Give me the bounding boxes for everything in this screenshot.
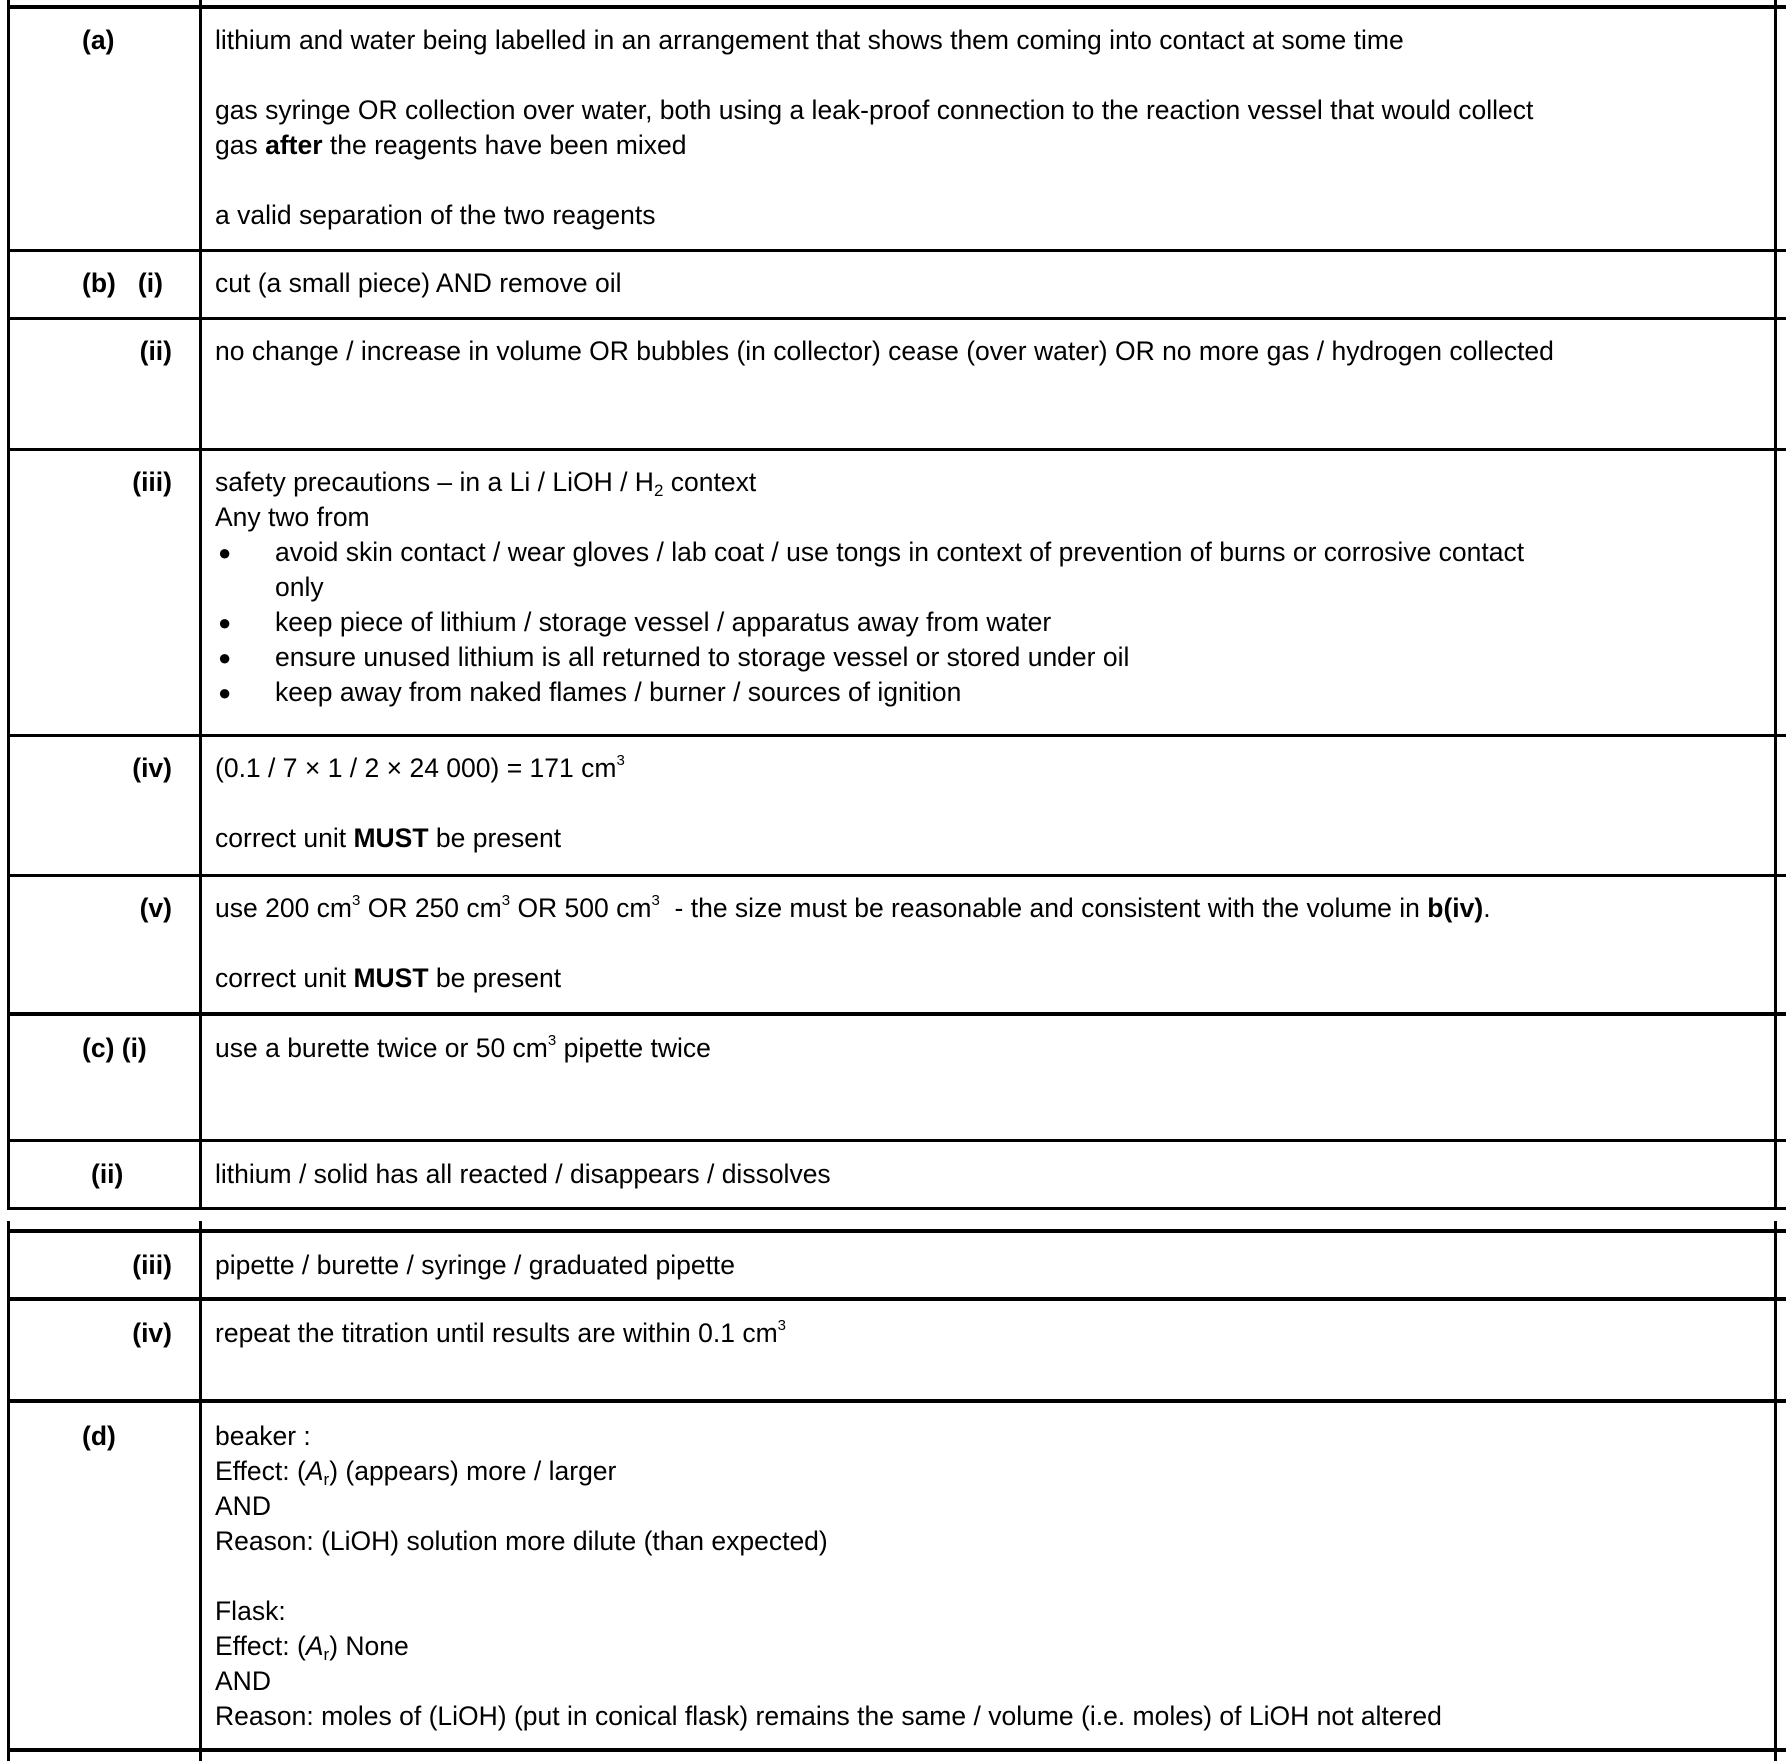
row-divider: [7, 249, 1786, 252]
emphasis: b(iv): [1427, 893, 1484, 923]
row-divider: [7, 448, 1786, 451]
table-border-right: [1774, 1221, 1777, 1761]
question-label-c-ii: (ii): [91, 1159, 124, 1189]
emphasis: MUST: [353, 963, 429, 993]
row-divider: [7, 1012, 1786, 1016]
answer-cell-b-ii: [215, 334, 1765, 369]
answer-line: Reason: moles of (LiOH) (put in conical flask) remains the same / volume (i.e. moles) of LiOH not altered: [215, 1701, 1442, 1731]
answer-line: Effect: $(A_r)$ (appears) more / larger: [215, 1456, 617, 1489]
question-label-a: (a): [82, 25, 115, 55]
answer-line: no change / increase in volume OR bubbles (in collector) cease (over water) OR no more gas / hydrogen collected: [215, 336, 1554, 366]
column-divider: [199, 0, 202, 1209]
answer-cell-b-iv: [215, 751, 1765, 856]
bullet-item: ● keep piece of lithium / storage vessel / apparatus away from water: [215, 605, 1765, 640]
emphasis: after: [265, 130, 323, 160]
answer-cell-c-iii: [215, 1248, 1765, 1283]
table-border-left: [7, 1221, 10, 1761]
question-label-b-ii: (ii): [139, 336, 172, 366]
answer-cell-b-v: [215, 891, 1765, 996]
row-divider: [7, 1139, 1786, 1142]
answer-cell-c-i: [215, 1031, 1765, 1066]
answer-line: repeat the titration until results are within 0.1 $cm^3$: [215, 1317, 787, 1348]
answer-line: use 200 $cm^3$ OR 250 $cm^3$ OR 500 $cm^3$ - the size must be reasonable and consistent with the volume in b(iv).: [215, 892, 1491, 923]
answer-line: pipette / burette / syringe / graduated pipette: [215, 1250, 736, 1280]
answer-line: lithium / solid has all reacted / disappears / dissolves: [215, 1159, 831, 1189]
row-divider: [7, 1297, 1786, 1301]
answer-line: Reason: (LiOH) solution more dilute (than expected): [215, 1526, 828, 1556]
column-divider: [199, 1221, 202, 1761]
emphasis: MUST: [353, 823, 429, 853]
answer-line: use a burette twice or 50 $cm^3$ pipette twice: [215, 1032, 711, 1063]
bullet-item: ● avoid skin contact / wear gloves / lab coat / use tongs in context of prevention of burns or corrosive contact: [215, 535, 1765, 570]
answer-cell-b-i: [215, 266, 1765, 301]
question-label-c-i: (c) (i): [82, 1033, 147, 1063]
answer-cell-a: [215, 23, 1765, 233]
answer-line: lithium and water being labelled in an arrangement that shows them coming into contact at some time: [215, 25, 1404, 55]
row-divider: [7, 734, 1786, 737]
table-border-bottom: [7, 1207, 1786, 1210]
table-border-right: [1774, 0, 1777, 1209]
answer-line: gas after the reagents have been mixed: [215, 130, 687, 160]
question-label-b-iv: (iv): [132, 753, 172, 783]
bullet-item-continuation: only: [275, 572, 324, 602]
answer-line: Effect: $(A_r)$ None: [215, 1631, 409, 1664]
table-border-top: [7, 1229, 1786, 1233]
answer-line: gas syringe OR collection over water, both using a leak-proof connection to the reaction vessel that would collect: [215, 95, 1534, 125]
table-border-bottom: [7, 1748, 1786, 1752]
bullet-icon: ●: [218, 645, 232, 670]
answer-line: safety precautions – in a Li / LiOH / $H_2$ context: [215, 467, 757, 500]
row-divider: [7, 874, 1786, 877]
question-label-b-iii: (iii): [132, 467, 172, 497]
answer-cell-b-iii: [215, 465, 1765, 710]
table-border-top: [7, 5, 1786, 9]
row-divider: [7, 317, 1786, 320]
answer-line: Any two from: [215, 502, 370, 532]
question-label-d: (d): [82, 1421, 116, 1451]
answer-line: correct unit MUST be present: [215, 823, 562, 853]
answer-line: cut (a small piece) AND remove oil: [215, 268, 622, 298]
answer-cell-c-ii: [215, 1157, 1765, 1192]
answer-line: Flask:: [215, 1596, 286, 1626]
bullet-icon: ●: [218, 610, 232, 635]
table-border-left: [7, 0, 10, 1209]
answer-line: beaker :: [215, 1421, 311, 1451]
question-label-b-v: (v): [139, 893, 172, 923]
bullet-item: ● ensure unused lithium is all returned to storage vessel or stored under oil: [215, 640, 1765, 675]
bullet-icon: ●: [218, 540, 232, 565]
answer-line: AND: [215, 1491, 271, 1521]
bullet-icon: ●: [218, 680, 232, 705]
answer-cell-d: [215, 1419, 1765, 1734]
answer-line: (0.1 / 7 × 1 / 2 × 24 000) = 171 $cm^3$: [215, 752, 625, 783]
answer-line: AND: [215, 1666, 271, 1696]
question-label-c-iv: (iv): [132, 1318, 172, 1348]
question-label-b-i: (b) (i): [82, 268, 163, 298]
row-divider: [7, 1399, 1786, 1403]
answer-line: correct unit MUST be present: [215, 963, 562, 993]
answer-line: a valid separation of the two reagents: [215, 200, 656, 230]
question-label-c-iii: (iii): [132, 1250, 172, 1280]
answer-cell-c-iv: [215, 1316, 1765, 1351]
bullet-item: ● keep away from naked flames / burner / sources of ignition: [215, 675, 1765, 710]
